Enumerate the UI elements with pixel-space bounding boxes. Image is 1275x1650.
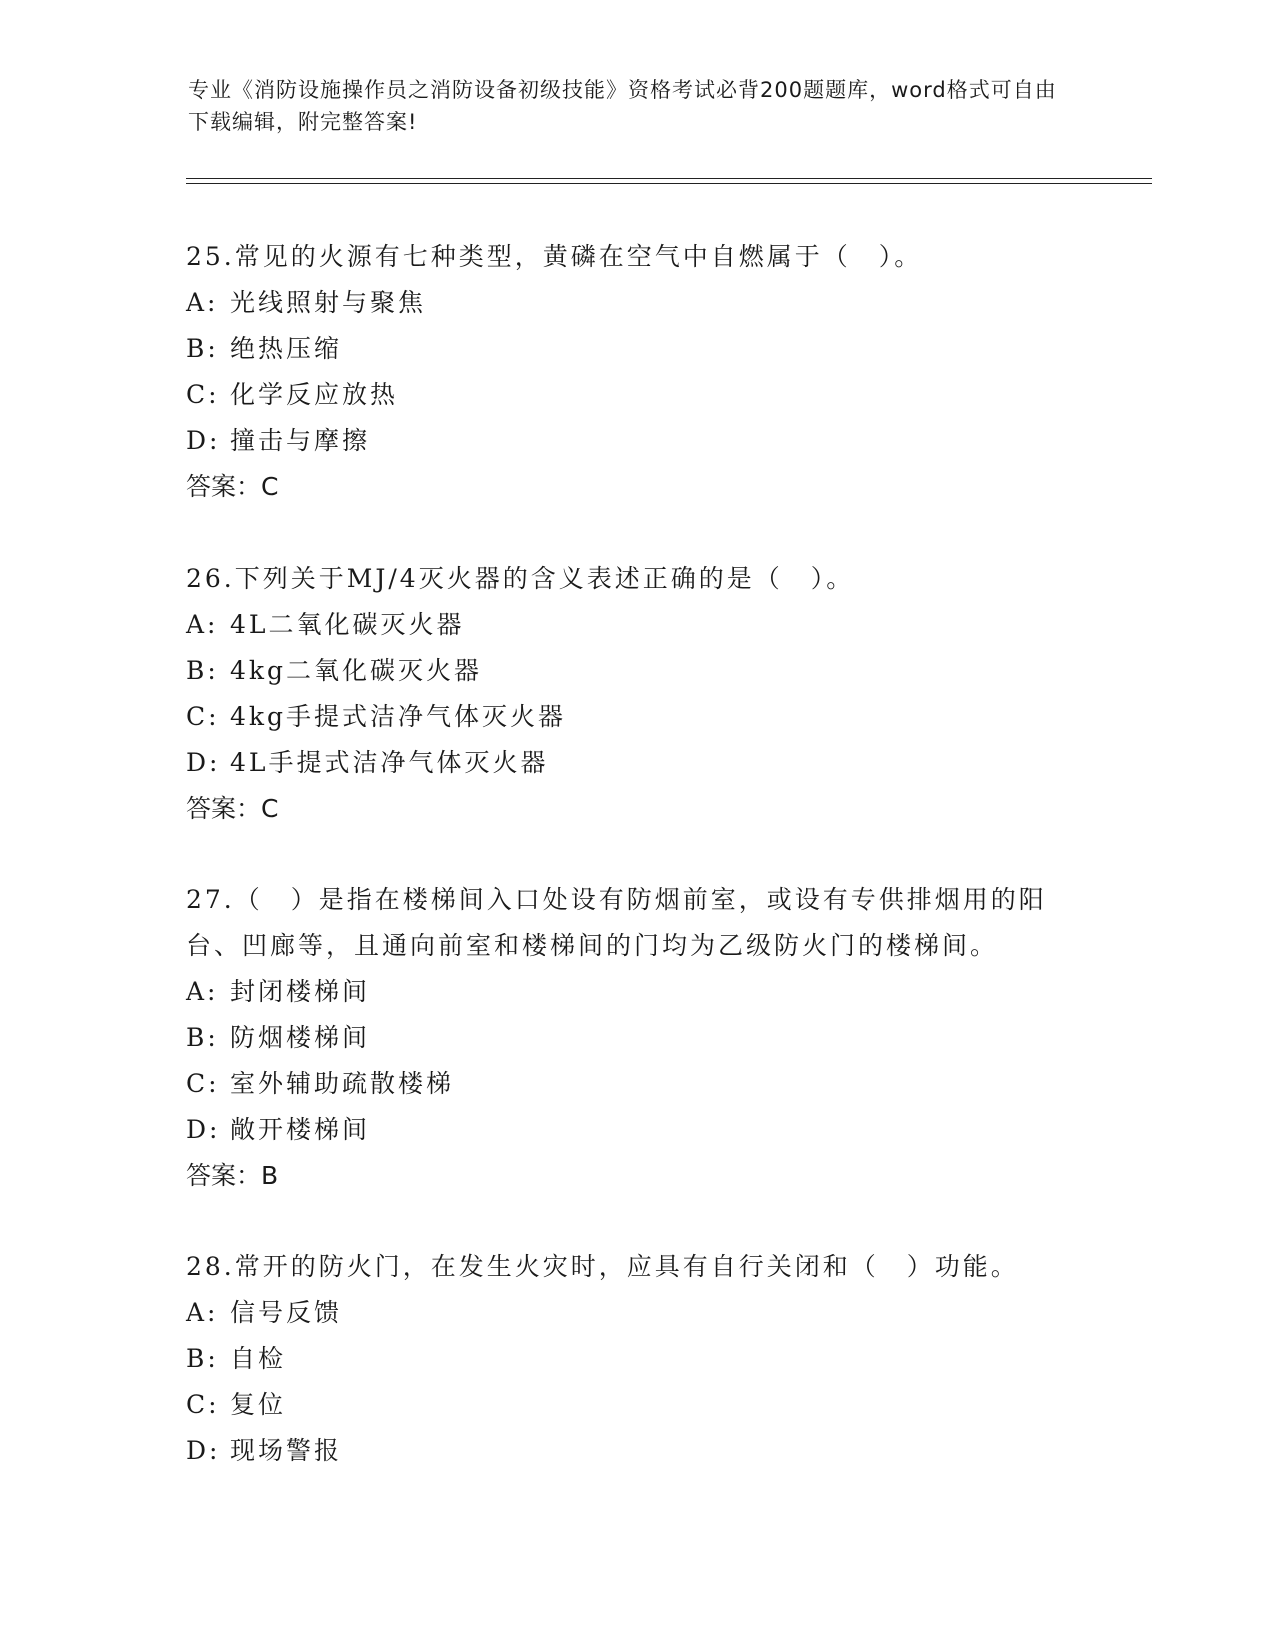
option-c (186, 1061, 1086, 1107)
option-text: 光线照射与聚焦 (230, 288, 427, 317)
question-27 (186, 877, 1086, 1199)
option-key: B: (186, 1023, 219, 1052)
option-b (186, 648, 1086, 694)
option-d (186, 740, 1086, 786)
option-text: 自检 (230, 1344, 287, 1373)
option-text: 撞击与摩擦 (230, 426, 371, 455)
option-key: B: (186, 1344, 219, 1373)
option-key: D: (186, 1115, 221, 1144)
option-c (186, 694, 1086, 740)
question-25 (186, 234, 1086, 510)
option-text: 4kg二氧化碳灭火器 (230, 656, 483, 685)
option-text: 信号反馈 (230, 1298, 343, 1327)
option-key: C: (186, 1390, 220, 1419)
option-key: A: (186, 977, 219, 1006)
option-text: 室外辅助疏散楼梯 (230, 1069, 455, 1098)
option-key: B: (186, 656, 219, 685)
option-d (186, 418, 1086, 464)
option-text: 防烟楼梯间 (230, 1023, 371, 1052)
option-text: 复位 (230, 1390, 287, 1419)
question-26 (186, 556, 1086, 832)
option-key: D: (186, 426, 221, 455)
option-text: 4L二氧化碳灭火器 (230, 610, 465, 639)
question-stem: 27.（ ）是指在楼梯间入口处设有防烟前室，或设有专供排烟用的阳台、凹廊等，且通向前室和楼梯间的门均为乙级防火门的楼梯间。 (186, 885, 1047, 960)
question-stem: 25.常见的火源有七种类型，黄磷在空气中自燃属于（ ）。 (186, 242, 923, 271)
option-b (186, 326, 1086, 372)
option-a (186, 1290, 1086, 1336)
document-intro: 专业《消防设施操作员之消防设备初级技能》资格考试必背200题题库，word格式可自由下载编辑，附完整答案! (188, 78, 1057, 134)
option-key: B: (186, 334, 219, 363)
option-text: 4kg手提式洁净气体灭火器 (230, 702, 567, 731)
option-b (186, 1336, 1086, 1382)
option-b (186, 1015, 1086, 1061)
option-d (186, 1428, 1086, 1474)
option-key: A: (186, 1298, 219, 1327)
option-key: A: (186, 288, 219, 317)
header-divider-bottom (186, 183, 1152, 184)
option-c (186, 372, 1086, 418)
option-text: 封闭楼梯间 (230, 977, 371, 1006)
question-stem: 26.下列关于MJ/4灭火器的含义表述正确的是（ ）。 (186, 564, 855, 593)
option-a (186, 602, 1086, 648)
option-a (186, 280, 1086, 326)
option-d (186, 1107, 1086, 1153)
option-text: 敞开楼梯间 (230, 1115, 371, 1144)
question-28 (186, 1244, 1086, 1474)
answer-line: 答案：B (186, 1161, 279, 1190)
question-stem: 28.常开的防火门，在发生火灾时，应具有自行关闭和（ ）功能。 (186, 1252, 1019, 1281)
option-key: D: (186, 748, 221, 777)
answer-line: 答案：C (186, 794, 279, 823)
option-a (186, 969, 1086, 1015)
option-c (186, 1382, 1086, 1428)
option-key: C: (186, 380, 220, 409)
answer-line: 答案：C (186, 472, 279, 501)
option-key: C: (186, 1069, 220, 1098)
option-key: C: (186, 702, 220, 731)
option-text: 4L手提式洁净气体灭火器 (230, 748, 549, 777)
option-text: 化学反应放热 (230, 380, 399, 409)
header-divider-top (186, 178, 1152, 179)
option-text: 现场警报 (230, 1436, 343, 1465)
option-key: A: (186, 610, 219, 639)
option-key: D: (186, 1436, 221, 1465)
option-text: 绝热压缩 (230, 334, 343, 363)
